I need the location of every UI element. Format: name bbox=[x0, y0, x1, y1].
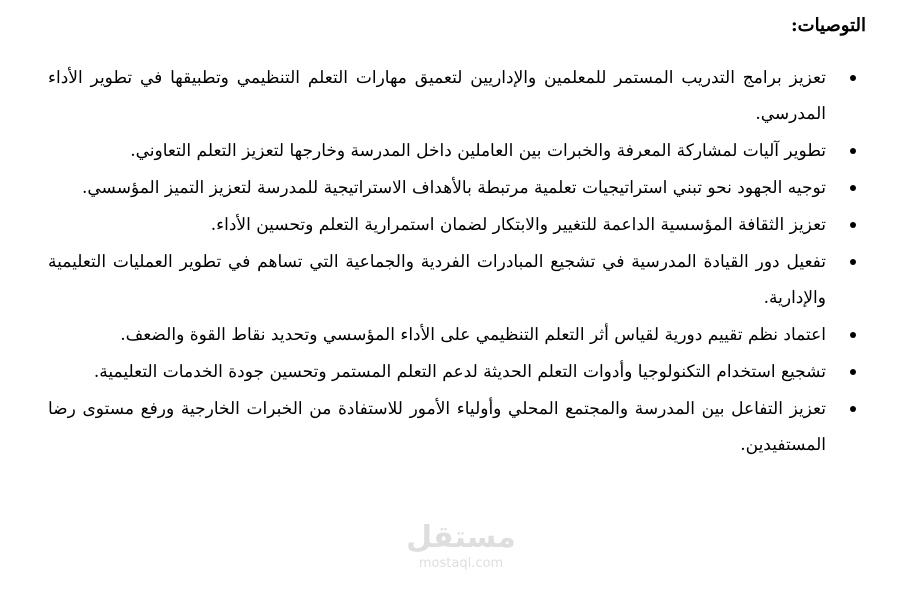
recommendation-item bbox=[48, 207, 866, 243]
bullet-icon bbox=[850, 369, 856, 375]
watermark-url: mostaql.com bbox=[418, 556, 504, 571]
recommendation-text: اعتماد نظم تقييم دورية لقياس أثر التعلم التنظيمي على الأداء المؤسسي وتحديد نقاط القوة والضعف. bbox=[120, 325, 826, 345]
recommendation-text: تعزيز التفاعل بين المدرسة والمجتمع المحلي وأولياء الأمور للاستفادة من الخبرات الخارجية ورفع مستوى رضا المستفيدين. bbox=[48, 399, 826, 455]
watermark-logo: مستقل bbox=[406, 520, 516, 555]
bullet-icon bbox=[850, 148, 856, 154]
recommendation-text: توجيه الجهود نحو تبني استراتيجيات تعلمية مرتبطة بالأهداف الاستراتيجية للمدرسة لتعزيز التميز المؤسسي. bbox=[81, 178, 826, 198]
mostaql-watermark bbox=[396, 520, 526, 584]
recommendation-text: تفعيل دور القيادة المدرسية في تشجيع المبادرات الفردية والجماعية التي تساهم في تطوير العمليات التعليمية والإدارية. bbox=[48, 252, 826, 308]
recommendations-heading: التوصيات: bbox=[790, 15, 866, 36]
bullet-icon bbox=[850, 75, 856, 81]
bullet-icon bbox=[850, 406, 856, 412]
recommendation-item bbox=[48, 354, 866, 390]
recommendation-item bbox=[48, 60, 866, 132]
recommendations-list bbox=[48, 60, 866, 464]
recommendation-item bbox=[48, 391, 866, 463]
bullet-icon bbox=[850, 332, 856, 338]
recommendation-item bbox=[48, 317, 866, 353]
recommendation-text: تعزيز الثقافة المؤسسية الداعمة للتغيير والابتكار لضمان استمرارية التعلم وتحسين الأداء. bbox=[210, 215, 826, 235]
bullet-icon bbox=[850, 259, 856, 265]
recommendation-item bbox=[48, 244, 866, 316]
recommendation-text: تشجيع استخدام التكنولوجيا وأدوات التعلم الحديثة لدعم التعلم المستمر وتحسين جودة الخدمات التعليمية. bbox=[93, 362, 826, 382]
recommendation-item bbox=[48, 170, 866, 206]
bullet-icon bbox=[850, 185, 856, 191]
recommendation-text: تعزيز برامج التدريب المستمر للمعلمين والإداريين لتعميق مهارات التعلم التنظيمي وتطبيقها في تطوير الأداء المدرسي. bbox=[48, 68, 826, 124]
recommendation-text: تطوير آليات لمشاركة المعرفة والخبرات بين العاملين داخل المدرسة وخارجها لتعزيز التعلم التعاوني. bbox=[130, 141, 826, 161]
bullet-icon bbox=[850, 222, 856, 228]
recommendation-item bbox=[48, 133, 866, 169]
